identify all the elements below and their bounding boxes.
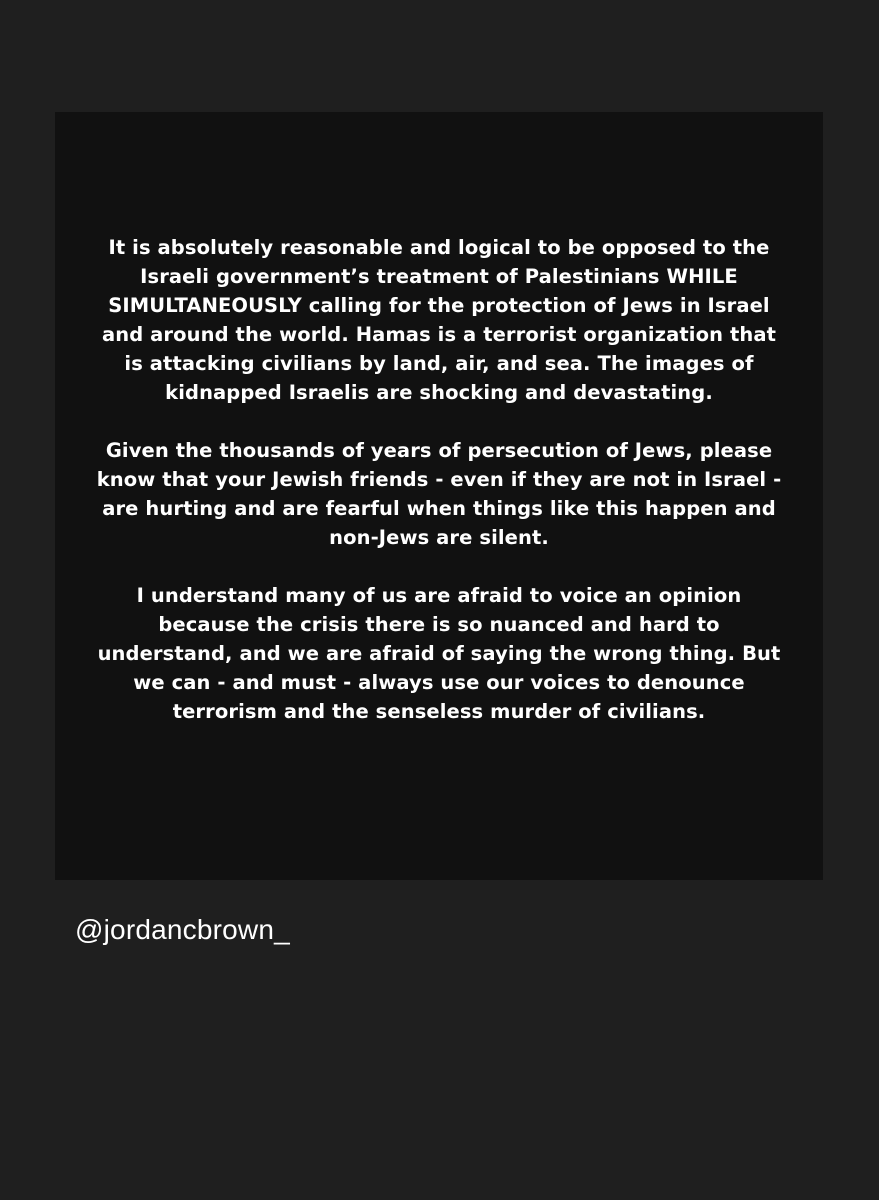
author-handle[interactable]: @jordancbrown_ bbox=[75, 914, 290, 945]
post-card bbox=[55, 112, 823, 880]
post-paragraph-2: Given the thousands of years of persecution of Jews, please know that your Jewish friends - even if they are not in Israel - are hurting and are fearful when things like this happen and non-Jews are silent. bbox=[96, 439, 782, 549]
post-text bbox=[55, 233, 823, 726]
post-paragraph-1: It is absolutely reasonable and logical to be opposed to the Israeli government’s treatment of Palestinians WHILE SIMULTANEOUSLY calling for the protection of Jews in Israel and around the world. Hamas is a terrorist organization that is attacking civilians by land, air, and sea. The images of kidnapped Israelis are shocking and devastating. bbox=[101, 236, 777, 404]
post-paragraph-3: I understand many of us are afraid to voice an opinion because the crisis there is so nuanced and hard to understand, and we are afraid of saying the wrong thing. But we can - and must - always use our voices to denounce terrorism and the senseless murder of civilians. bbox=[97, 584, 781, 723]
